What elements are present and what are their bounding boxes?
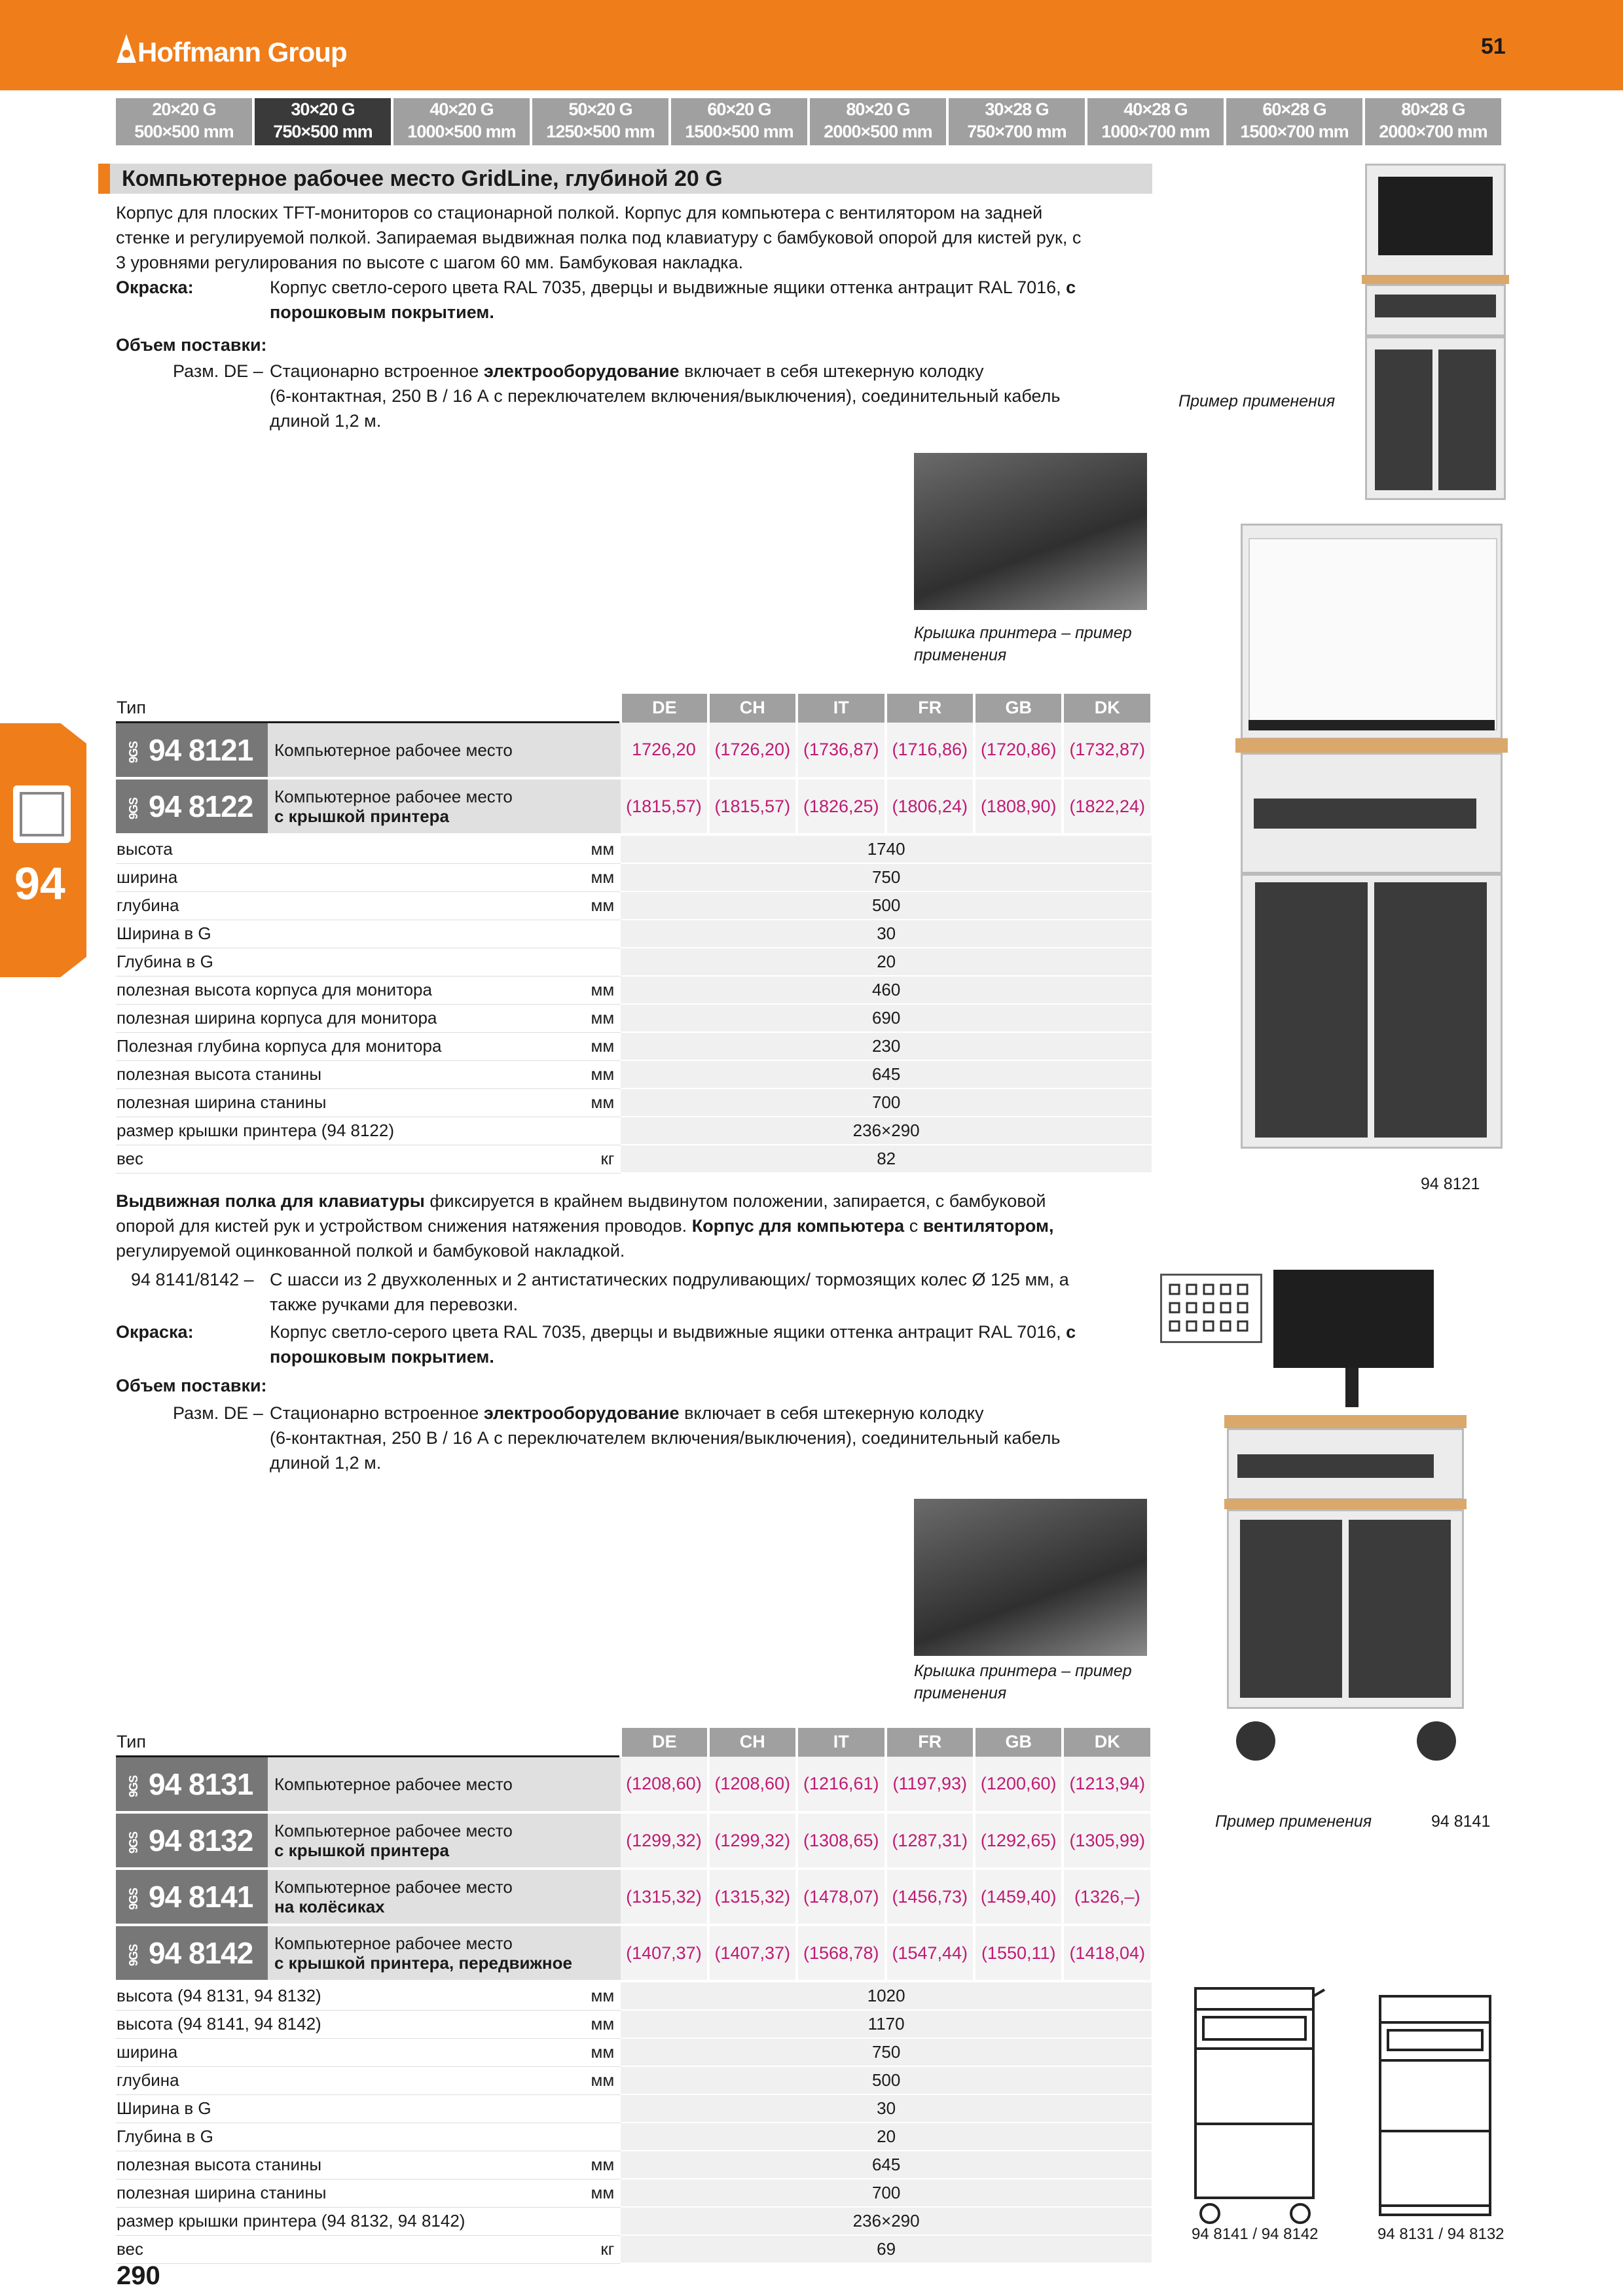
spec-unit: мм — [574, 2179, 621, 2207]
spec-unit: мм — [568, 1060, 621, 1088]
plug-text-b-2: включает в себя штекерную колодку — [684, 1403, 984, 1423]
price-cell: (1292,65) — [974, 1812, 1063, 1869]
country-header: DK — [1063, 1728, 1152, 1757]
article-number-cell — [116, 1757, 268, 1813]
spec-row — [116, 2123, 1152, 2151]
spec-value: 645 — [621, 1060, 1152, 1088]
spec-unit: мм — [574, 2038, 621, 2066]
price-cell: (1287,31) — [886, 1812, 974, 1869]
spec-unit: мм — [568, 976, 621, 1004]
article-prefix: 9GS — [127, 1832, 141, 1854]
paint-bold-4: порошковым покрытием. — [270, 1347, 494, 1367]
drawing-static-cabinet — [1375, 1983, 1496, 2232]
paint-desc-2: Корпус светло-серого цвета RAL 7035, дверцы и выдвижные ящики оттенка антрацит RAL 7016, — [270, 1322, 1061, 1342]
caption-art-948141: 94 8141 — [1431, 1812, 1491, 1831]
price-cell: (1720,86) — [974, 723, 1063, 779]
drawing-mobile-cabinet — [1190, 1983, 1328, 2232]
chapter-side-tab — [0, 723, 86, 977]
price-cell: (1815,57) — [621, 778, 708, 834]
article-prefix: 9GS — [127, 742, 141, 764]
spec-unit: мм — [574, 1981, 621, 2010]
spec-value: 500 — [621, 891, 1152, 920]
price-cell: (1315,32) — [708, 1869, 797, 1925]
product-name-cell — [268, 778, 621, 834]
spec-label: глубина — [116, 2066, 574, 2094]
hoffmann-logo-icon — [117, 34, 136, 63]
spec-value: 82 — [621, 1145, 1152, 1173]
intro-line: 3 уровнями регулирования по высоте с шагом 60 мм. Бамбуковая накладка. — [116, 253, 744, 272]
size-tab-mm: 1250×500 mm — [546, 122, 655, 141]
spec-label: глубина — [116, 891, 568, 920]
price-cell: (1299,32) — [621, 1812, 708, 1869]
product-name: Компьютерное рабочее место — [274, 1933, 513, 1953]
size-tab[interactable] — [1226, 98, 1362, 145]
paint-label: Окраска: — [116, 278, 194, 297]
spec-label: полезная ширина станины — [116, 2179, 574, 2207]
spec-unit: мм — [574, 2010, 621, 2038]
size-tab[interactable] — [255, 98, 391, 145]
plug-line-2b: (6-контактная, 250 В / 16 А с переключателем включения/выключения), соединительный кабель — [270, 1428, 1061, 1448]
spec-row — [116, 1060, 1152, 1088]
spec-unit — [568, 920, 621, 948]
mobile-workstation-image — [1218, 1270, 1506, 1806]
spec-label: ширина — [116, 863, 568, 891]
spec-label: высота (94 8141, 94 8142) — [116, 2010, 574, 2038]
article-number: 94 8132 — [149, 1823, 253, 1857]
plug-line-3b: длиной 1,2 м. — [270, 1453, 382, 1473]
price-cell: (1459,40) — [974, 1869, 1063, 1925]
price-cell: (1418,04) — [1063, 1925, 1152, 1981]
spec-unit: мм — [568, 1004, 621, 1032]
supply-label-2: Объем поставки: — [116, 1376, 267, 1395]
spec-value: 645 — [621, 2151, 1152, 2179]
spec-value: 700 — [621, 1088, 1152, 1117]
article-number: 94 8122 — [149, 789, 253, 823]
size-tab-mm: 750×700 mm — [967, 122, 1067, 141]
s2-bold: Выдвижная полка для клавиатуры — [116, 1191, 425, 1211]
spec-row — [116, 834, 1152, 863]
spec-unit — [568, 948, 621, 976]
price-cell: (1815,57) — [708, 778, 797, 834]
intro-line: стенке и регулируемой полкой. Запираемая выдвижная полка под клавиатуру с бамбуковой опорой для кистей рук, с — [116, 228, 1082, 247]
price-cell: (1826,25) — [797, 778, 885, 834]
spec-row — [116, 2038, 1152, 2066]
size-tab-grid: 40×20 G — [429, 99, 494, 119]
country-header: DK — [1063, 694, 1152, 723]
price-cell: (1716,86) — [886, 723, 974, 779]
product-name: Компьютерное рабочее место — [274, 1821, 513, 1840]
wheels-text — [270, 1267, 1160, 1317]
price-cell: 1726,20 — [621, 723, 708, 779]
size-tab[interactable] — [116, 98, 252, 145]
spec-value: 750 — [621, 863, 1152, 891]
size-tab[interactable] — [1365, 98, 1501, 145]
size-tab-mm: 2000×700 mm — [1379, 122, 1487, 141]
spec-value: 1020 — [621, 1981, 1152, 2010]
product-row — [116, 1869, 1152, 1925]
spec-row — [116, 2207, 1152, 2235]
printer-lid-photo-2 — [914, 1499, 1147, 1656]
spec-row — [116, 1981, 1152, 2010]
s2-mid: с — [909, 1216, 919, 1236]
paint-desc: Корпус светло-серого цвета RAL 7035, дверцы и выдвижные ящики оттенка антрацит RAL 7016, — [270, 278, 1061, 297]
country-header: CH — [708, 1728, 797, 1757]
section-title: Компьютерное рабочее место GridLine, глубиной 20 G — [122, 166, 723, 191]
intro-line: Корпус для плоских TFT-мониторов со стационарной полкой. Корпус для компьютера с вентилятором на задней — [116, 203, 1043, 223]
size-tab-grid: 20×20 G — [152, 99, 216, 119]
price-cell: (1726,20) — [708, 723, 797, 779]
spec-row — [116, 2179, 1152, 2207]
section-heading-marker — [98, 164, 110, 194]
table-header-row-2 — [116, 1728, 1152, 1757]
spec-label: Глубина в G — [116, 948, 568, 976]
product-name-cell — [268, 723, 621, 779]
country-header: GB — [974, 694, 1063, 723]
price-cell: (1407,37) — [621, 1925, 708, 1981]
price-cell: (1216,61) — [797, 1757, 885, 1813]
brand-logo-text: Hoffmann Group — [137, 37, 347, 67]
article-number-cell — [116, 778, 268, 834]
spec-label: полезная высота станины — [116, 2151, 574, 2179]
paint-bold: с — [1066, 278, 1076, 297]
spec-label: Глубина в G — [116, 2123, 574, 2151]
size-tab-grid: 50×20 G — [568, 99, 632, 119]
caption-example: Пример применения — [1178, 392, 1336, 410]
plug-label: Разм. DE – — [173, 361, 263, 381]
s2-bold-3: вентилятором, — [922, 1216, 1054, 1236]
spec-row — [116, 2066, 1152, 2094]
country-header: DE — [621, 1728, 708, 1757]
size-tab-grid: 30×28 G — [985, 99, 1049, 119]
product-name-cell — [268, 1812, 621, 1869]
spec-row — [116, 1032, 1152, 1060]
caption-printer-2 — [914, 1660, 1132, 1704]
section1-intro — [116, 200, 1157, 275]
paint-label-2: Окраска: — [116, 1322, 194, 1342]
plug-line-3: длиной 1,2 м. — [270, 411, 382, 431]
plug-bold: электрооборудование — [483, 361, 680, 381]
spec-label: высота — [116, 834, 568, 863]
product-name-cell — [268, 1869, 621, 1925]
spec-value: 1740 — [621, 834, 1152, 863]
product-row — [116, 1757, 1152, 1813]
product-row — [116, 1925, 1152, 1981]
spec-row — [116, 920, 1152, 948]
product-name: Компьютерное рабочее место — [274, 740, 513, 760]
product-variant: с крышкой принтера — [274, 1840, 450, 1860]
price-cell: (1822,24) — [1063, 778, 1152, 834]
size-tab[interactable] — [671, 98, 807, 145]
country-header: IT — [797, 1728, 885, 1757]
size-tab-mm: 1000×500 mm — [407, 122, 516, 141]
page-number-bottom: 290 — [117, 2261, 160, 2290]
spec-row — [116, 863, 1152, 891]
product-variant: на колёсиках — [274, 1897, 385, 1916]
spec-unit: мм — [568, 1088, 621, 1117]
spec-row — [116, 976, 1152, 1004]
caption-printer-line2: применения — [914, 646, 1007, 664]
price-cell: (1315,32) — [621, 1869, 708, 1925]
spec-label: полезная высота корпуса для монитора — [116, 976, 568, 1004]
price-cell: (1326,–) — [1063, 1869, 1152, 1925]
type-header-2: Тип — [116, 1728, 621, 1757]
spec-label: вес — [116, 2235, 574, 2263]
spec-label: Ширина в G — [116, 2094, 574, 2123]
article-prefix: 9GS — [127, 798, 141, 820]
spec-label: вес — [116, 1145, 568, 1173]
spec-value: 500 — [621, 2066, 1152, 2094]
spec-label: полезная ширина станины — [116, 1088, 568, 1117]
price-cell: (1200,60) — [974, 1757, 1063, 1813]
price-cell: (1736,87) — [797, 723, 885, 779]
article-number: 94 8131 — [149, 1767, 253, 1801]
spec-unit — [574, 2094, 621, 2123]
spec-unit: кг — [574, 2235, 621, 2263]
spec-unit — [574, 2207, 621, 2235]
spec-label: ширина — [116, 2038, 574, 2066]
page-number-top: 51 — [1481, 34, 1506, 59]
product-row — [116, 723, 1152, 779]
product-name-cell — [268, 1925, 621, 1981]
spec-label: Ширина в G — [116, 920, 568, 948]
size-tab[interactable] — [1087, 98, 1224, 145]
section2-intro — [116, 1189, 1163, 1263]
spec-value: 700 — [621, 2179, 1152, 2207]
size-tab[interactable] — [810, 98, 946, 145]
country-header: DE — [621, 694, 708, 723]
spec-row — [116, 1117, 1152, 1145]
spec-value: 460 — [621, 976, 1152, 1004]
spec-value: 236×290 — [621, 1117, 1152, 1145]
product-row — [116, 1812, 1152, 1869]
paint-bold-3: с — [1066, 1322, 1076, 1342]
spec-row — [116, 948, 1152, 976]
product-variant: с крышкой принтера — [274, 806, 450, 826]
supply-label: Объем поставки: — [116, 335, 267, 355]
product-variant: с крышкой принтера, передвижное — [274, 1953, 572, 1973]
price-cell: (1308,65) — [797, 1812, 885, 1869]
size-tabs — [116, 98, 1504, 145]
spec-row — [116, 2010, 1152, 2038]
workstation-948121-image — [1241, 524, 1503, 1149]
plug-text — [270, 359, 1160, 433]
plug-text-a: Стационарно встроенное — [270, 361, 479, 381]
price-cell: (1213,94) — [1063, 1757, 1152, 1813]
spec-row — [116, 2094, 1152, 2123]
spec-value: 690 — [621, 1004, 1152, 1032]
spec-unit: кг — [568, 1145, 621, 1173]
article-number-cell — [116, 1925, 268, 1981]
spec-row — [116, 2151, 1152, 2179]
price-cell: (1208,60) — [621, 1757, 708, 1813]
product-name-cell — [268, 1757, 621, 1813]
spec-unit: мм — [568, 834, 621, 863]
spec-value: 1170 — [621, 2010, 1152, 2038]
country-header: CH — [708, 694, 797, 723]
country-header: IT — [797, 694, 885, 723]
size-tab-grid: 30×20 G — [291, 99, 355, 119]
printer-lid-photo — [914, 453, 1147, 610]
price-cell: (1208,60) — [708, 1757, 797, 1813]
size-tab-mm: 750×500 mm — [273, 122, 373, 141]
s2-text-3: регулируемой оцинкованной полкой и бамбуковой накладкой. — [116, 1241, 625, 1261]
price-cell: (1806,24) — [886, 778, 974, 834]
article-number: 94 8142 — [149, 1936, 253, 1970]
article-number-cell — [116, 1812, 268, 1869]
cabinet-icon-frame — [20, 792, 64, 836]
plug-line-2: (6-контактная, 250 В / 16 А с переключателем включения/выключения), соединительный кабель — [270, 386, 1061, 406]
wheels-line-1: С шасси из 2 двухколенных и 2 антистатических подруливающих/ тормозящих колес Ø 125 мм, а — [270, 1270, 1069, 1289]
size-tab-grid: 40×28 G — [1123, 99, 1188, 119]
caption-example-2: Пример применения — [1215, 1812, 1372, 1831]
paint-text-2 — [270, 1319, 1160, 1369]
article-number-cell — [116, 1869, 268, 1925]
wheels-label: 94 8141/8142 – — [131, 1270, 254, 1289]
size-tab-grid: 60×28 G — [1262, 99, 1326, 119]
spec-row — [116, 891, 1152, 920]
plug-text-2 — [270, 1401, 1160, 1475]
s2-bold-2: Корпус для компьютера — [691, 1216, 905, 1236]
spec-unit: мм — [568, 891, 621, 920]
price-cell: (1478,07) — [797, 1869, 885, 1925]
product-name: Компьютерное рабочее место — [274, 1877, 513, 1897]
spec-unit: мм — [568, 863, 621, 891]
price-cell: (1456,73) — [886, 1869, 974, 1925]
article-number: 94 8121 — [149, 733, 253, 767]
spec-value: 30 — [621, 2094, 1152, 2123]
spec-row — [116, 2235, 1152, 2263]
spec-value: 230 — [621, 1032, 1152, 1060]
size-tab-mm: 1500×700 mm — [1240, 122, 1349, 141]
product-name: Компьютерное рабочее место — [274, 787, 513, 806]
spec-label: полезная высота станины — [116, 1060, 568, 1088]
wheels-line-2: также ручками для перевозки. — [270, 1295, 519, 1314]
article-prefix: 9GS — [127, 1945, 141, 1967]
spec-label: размер крышки принтера (94 8122) — [116, 1117, 568, 1145]
price-cell: (1305,99) — [1063, 1812, 1152, 1869]
price-cell: (1550,11) — [974, 1925, 1063, 1981]
plug-text-a-2: Стационарно встроенное — [270, 1403, 479, 1423]
caption-drawing-1: 94 8141 / 94 8142 — [1192, 2225, 1319, 2243]
spec-value: 236×290 — [621, 2207, 1152, 2235]
spec-row — [116, 1004, 1152, 1032]
article-prefix: 9GS — [127, 1776, 141, 1798]
caption-printer-2-line1: Крышка принтера – пример — [914, 1662, 1132, 1680]
size-tab[interactable] — [393, 98, 530, 145]
spec-unit: мм — [574, 2066, 621, 2094]
spec-row — [116, 1088, 1152, 1117]
country-header: GB — [974, 1728, 1063, 1757]
spec-value: 69 — [621, 2235, 1152, 2263]
caption-drawing-2: 94 8131 / 94 8132 — [1377, 2225, 1504, 2243]
size-tab-mm: 1000×700 mm — [1101, 122, 1210, 141]
paint-bold-2: порошковым покрытием. — [270, 302, 494, 322]
article-number-cell — [116, 723, 268, 779]
size-tab[interactable] — [532, 98, 668, 145]
spec-label: Полезная глубина корпуса для монитора — [116, 1032, 568, 1060]
caption-art-948121: 94 8121 — [1421, 1175, 1480, 1193]
size-tab-grid: 60×20 G — [707, 99, 771, 119]
spec-unit — [568, 1117, 621, 1145]
article-number: 94 8141 — [149, 1880, 253, 1914]
spec-label: размер крышки принтера (94 8132, 94 8142) — [116, 2207, 574, 2235]
type-header: Тип — [116, 694, 621, 723]
price-cell: (1568,78) — [797, 1925, 885, 1981]
size-tab-mm: 1500×500 mm — [685, 122, 793, 141]
spec-value: 20 — [621, 2123, 1152, 2151]
spec-unit — [574, 2123, 621, 2151]
plug-label-2: Разм. DE – — [173, 1403, 263, 1423]
size-tab-mm: 2000×500 mm — [824, 122, 932, 141]
paint-text — [270, 275, 1160, 325]
price-table-1 — [116, 694, 1153, 1174]
spec-row — [116, 1145, 1152, 1173]
price-cell: (1808,90) — [974, 778, 1063, 834]
caption-printer-line1: Крышка принтера – пример — [914, 624, 1132, 642]
spec-label: полезная ширина корпуса для монитора — [116, 1004, 568, 1032]
spec-label: высота (94 8131, 94 8132) — [116, 1981, 574, 2010]
size-tab-grid: 80×28 G — [1401, 99, 1465, 119]
country-header: FR — [886, 694, 974, 723]
spec-unit: мм — [568, 1032, 621, 1060]
chapter-number: 94 — [14, 858, 65, 909]
price-cell: (1407,37) — [708, 1925, 797, 1981]
size-tab[interactable] — [949, 98, 1085, 145]
caption-printer — [914, 622, 1132, 666]
product-name: Компьютерное рабочее место — [274, 1774, 513, 1794]
size-tab-grid: 80×20 G — [846, 99, 910, 119]
language-tag: RUE — [1575, 31, 1588, 57]
table-header-row — [116, 694, 1152, 723]
country-header: FR — [886, 1728, 974, 1757]
caption-printer-2-line2: применения — [914, 1684, 1007, 1702]
s2-text: фиксируется в крайнем выдвинутом положении, запирается, с бамбуковой — [429, 1191, 1046, 1211]
article-prefix: 9GS — [127, 1888, 141, 1910]
s2-text-2: опорой для кистей рук и устройством снижения натяжения проводов. — [116, 1216, 687, 1236]
workstation-example-image — [1365, 164, 1506, 501]
spec-value: 750 — [621, 2038, 1152, 2066]
price-cell: (1197,93) — [886, 1757, 974, 1813]
spec-value: 30 — [621, 920, 1152, 948]
plug-text-b: включает в себя штекерную колодку — [684, 361, 984, 381]
price-table-2 — [116, 1728, 1153, 2264]
price-cell: (1732,87) — [1063, 723, 1152, 779]
size-tab-mm: 500×500 mm — [134, 122, 234, 141]
product-row — [116, 778, 1152, 834]
spec-unit: мм — [574, 2151, 621, 2179]
price-cell: (1299,32) — [708, 1812, 797, 1869]
price-cell: (1547,44) — [886, 1925, 974, 1981]
spec-value: 20 — [621, 948, 1152, 976]
plug-bold-2: электрооборудование — [483, 1403, 680, 1423]
